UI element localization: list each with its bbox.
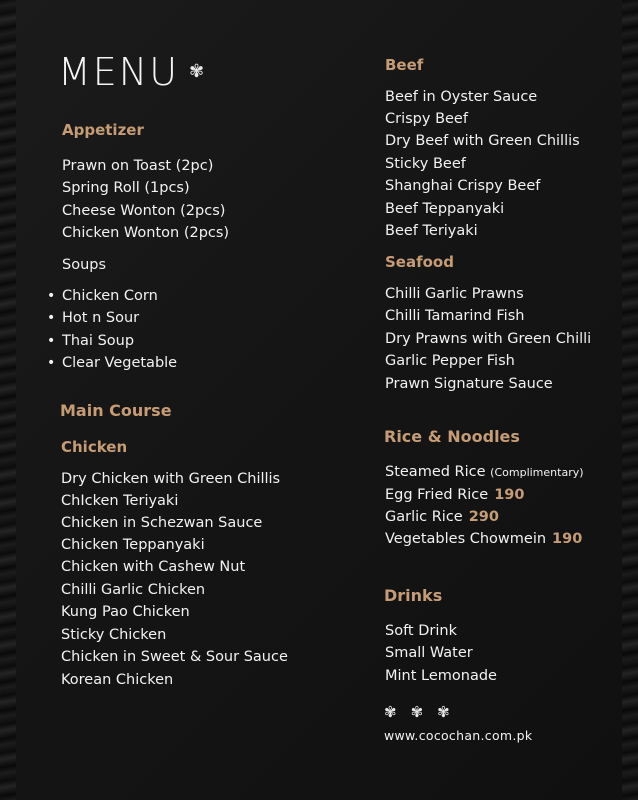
- appetizer-item: Cheese Wonton (2pcs): [62, 203, 226, 219]
- seafood-item: Garlic Pepper Fish: [385, 353, 515, 369]
- chicken-item: Chicken with Cashew Nut: [61, 559, 246, 575]
- rice-item: [385, 529, 582, 549]
- rice-item: [385, 462, 584, 483]
- flower-icon: ✾: [384, 703, 397, 721]
- rice-item-name: Steamed Rice: [385, 464, 486, 480]
- beef-item: Beef in Oyster Sauce: [385, 89, 538, 105]
- chicken-item: Kung Pao Chicken: [61, 604, 190, 620]
- rice-item-name: Egg Fried Rice: [385, 487, 489, 503]
- chicken-heading: Chicken: [61, 438, 128, 456]
- menu-title: [58, 50, 204, 94]
- seafood-heading: Seafood: [385, 253, 454, 271]
- drink-item: Small Water: [385, 645, 473, 661]
- rice-item-note: (Complimentary): [490, 466, 584, 479]
- soup-item: Clear Vegetable: [62, 355, 178, 371]
- flower-icon: ✾: [437, 703, 450, 721]
- flower-icon: ✾: [410, 703, 424, 721]
- beef-item: Dry Beef with Green Chillis: [385, 133, 580, 149]
- main-course-heading: Main Course: [60, 401, 172, 420]
- chicken-item: Chicken Teppanyaki: [61, 537, 205, 553]
- rice-noodles-heading: Rice & Noodles: [384, 427, 520, 446]
- seafood-item: Chilli Tamarind Fish: [385, 308, 525, 324]
- menu-title-text: MENU: [58, 50, 180, 94]
- rice-item-price: 190: [552, 531, 583, 547]
- soups-heading: Soups: [62, 257, 107, 273]
- bullet-icon: •: [47, 288, 56, 304]
- rice-item-name: Vegetables Chowmein: [385, 531, 547, 547]
- rice-item-price: 290: [468, 509, 499, 525]
- bullet-icon: •: [47, 355, 56, 371]
- rice-item: [385, 485, 524, 505]
- beef-item: Beef Teriyaki: [385, 223, 478, 239]
- beef-item: Crispy Beef: [385, 111, 468, 127]
- beef-item: Shanghai Crispy Beef: [385, 178, 541, 194]
- appetizer-heading: Appetizer: [62, 121, 144, 139]
- flower-icon: ✾: [189, 61, 205, 82]
- beef-item: Beef Teppanyaki: [385, 201, 505, 217]
- chicken-item: Chicken in Sweet & Sour Sauce: [61, 649, 288, 665]
- drink-item: Soft Drink: [385, 623, 457, 639]
- right-edge-texture: [622, 0, 638, 800]
- bullet-icon: •: [47, 310, 56, 326]
- flower-divider: [384, 703, 450, 721]
- drink-item: Mint Lemonade: [385, 668, 497, 684]
- seafood-item: Dry Prawns with Green Chilli: [385, 331, 592, 347]
- rice-item: [385, 507, 499, 527]
- rice-item-price: 190: [494, 487, 525, 503]
- drinks-heading: Drinks: [384, 586, 443, 605]
- soup-item: Hot n Sour: [62, 310, 140, 326]
- seafood-item: Prawn Signature Sauce: [385, 376, 553, 392]
- left-edge-texture: [0, 0, 16, 800]
- chicken-item: Chilli Garlic Chicken: [61, 582, 206, 598]
- chicken-item: Korean Chicken: [61, 672, 174, 688]
- seafood-item: Chilli Garlic Prawns: [385, 286, 524, 302]
- chicken-item: Chicken in Schezwan Sauce: [61, 515, 263, 531]
- bullet-icon: •: [47, 333, 56, 349]
- appetizer-item: Spring Roll (1pcs): [62, 180, 190, 196]
- rice-item-name: Garlic Rice: [385, 509, 463, 525]
- soup-item: Thai Soup: [62, 333, 135, 349]
- appetizer-item: Prawn on Toast (2pc): [62, 158, 214, 174]
- soup-item: Chicken Corn: [62, 288, 158, 304]
- appetizer-item: Chicken Wonton (2pcs): [62, 225, 230, 241]
- chicken-item: Sticky Chicken: [61, 627, 167, 643]
- chicken-item: ChIcken Teriyaki: [61, 493, 179, 509]
- beef-item: Sticky Beef: [385, 156, 466, 172]
- website-url: www.cocochan.com.pk: [384, 728, 533, 743]
- beef-heading: Beef: [385, 56, 424, 74]
- chicken-item: Dry Chicken with Green Chillis: [61, 471, 281, 487]
